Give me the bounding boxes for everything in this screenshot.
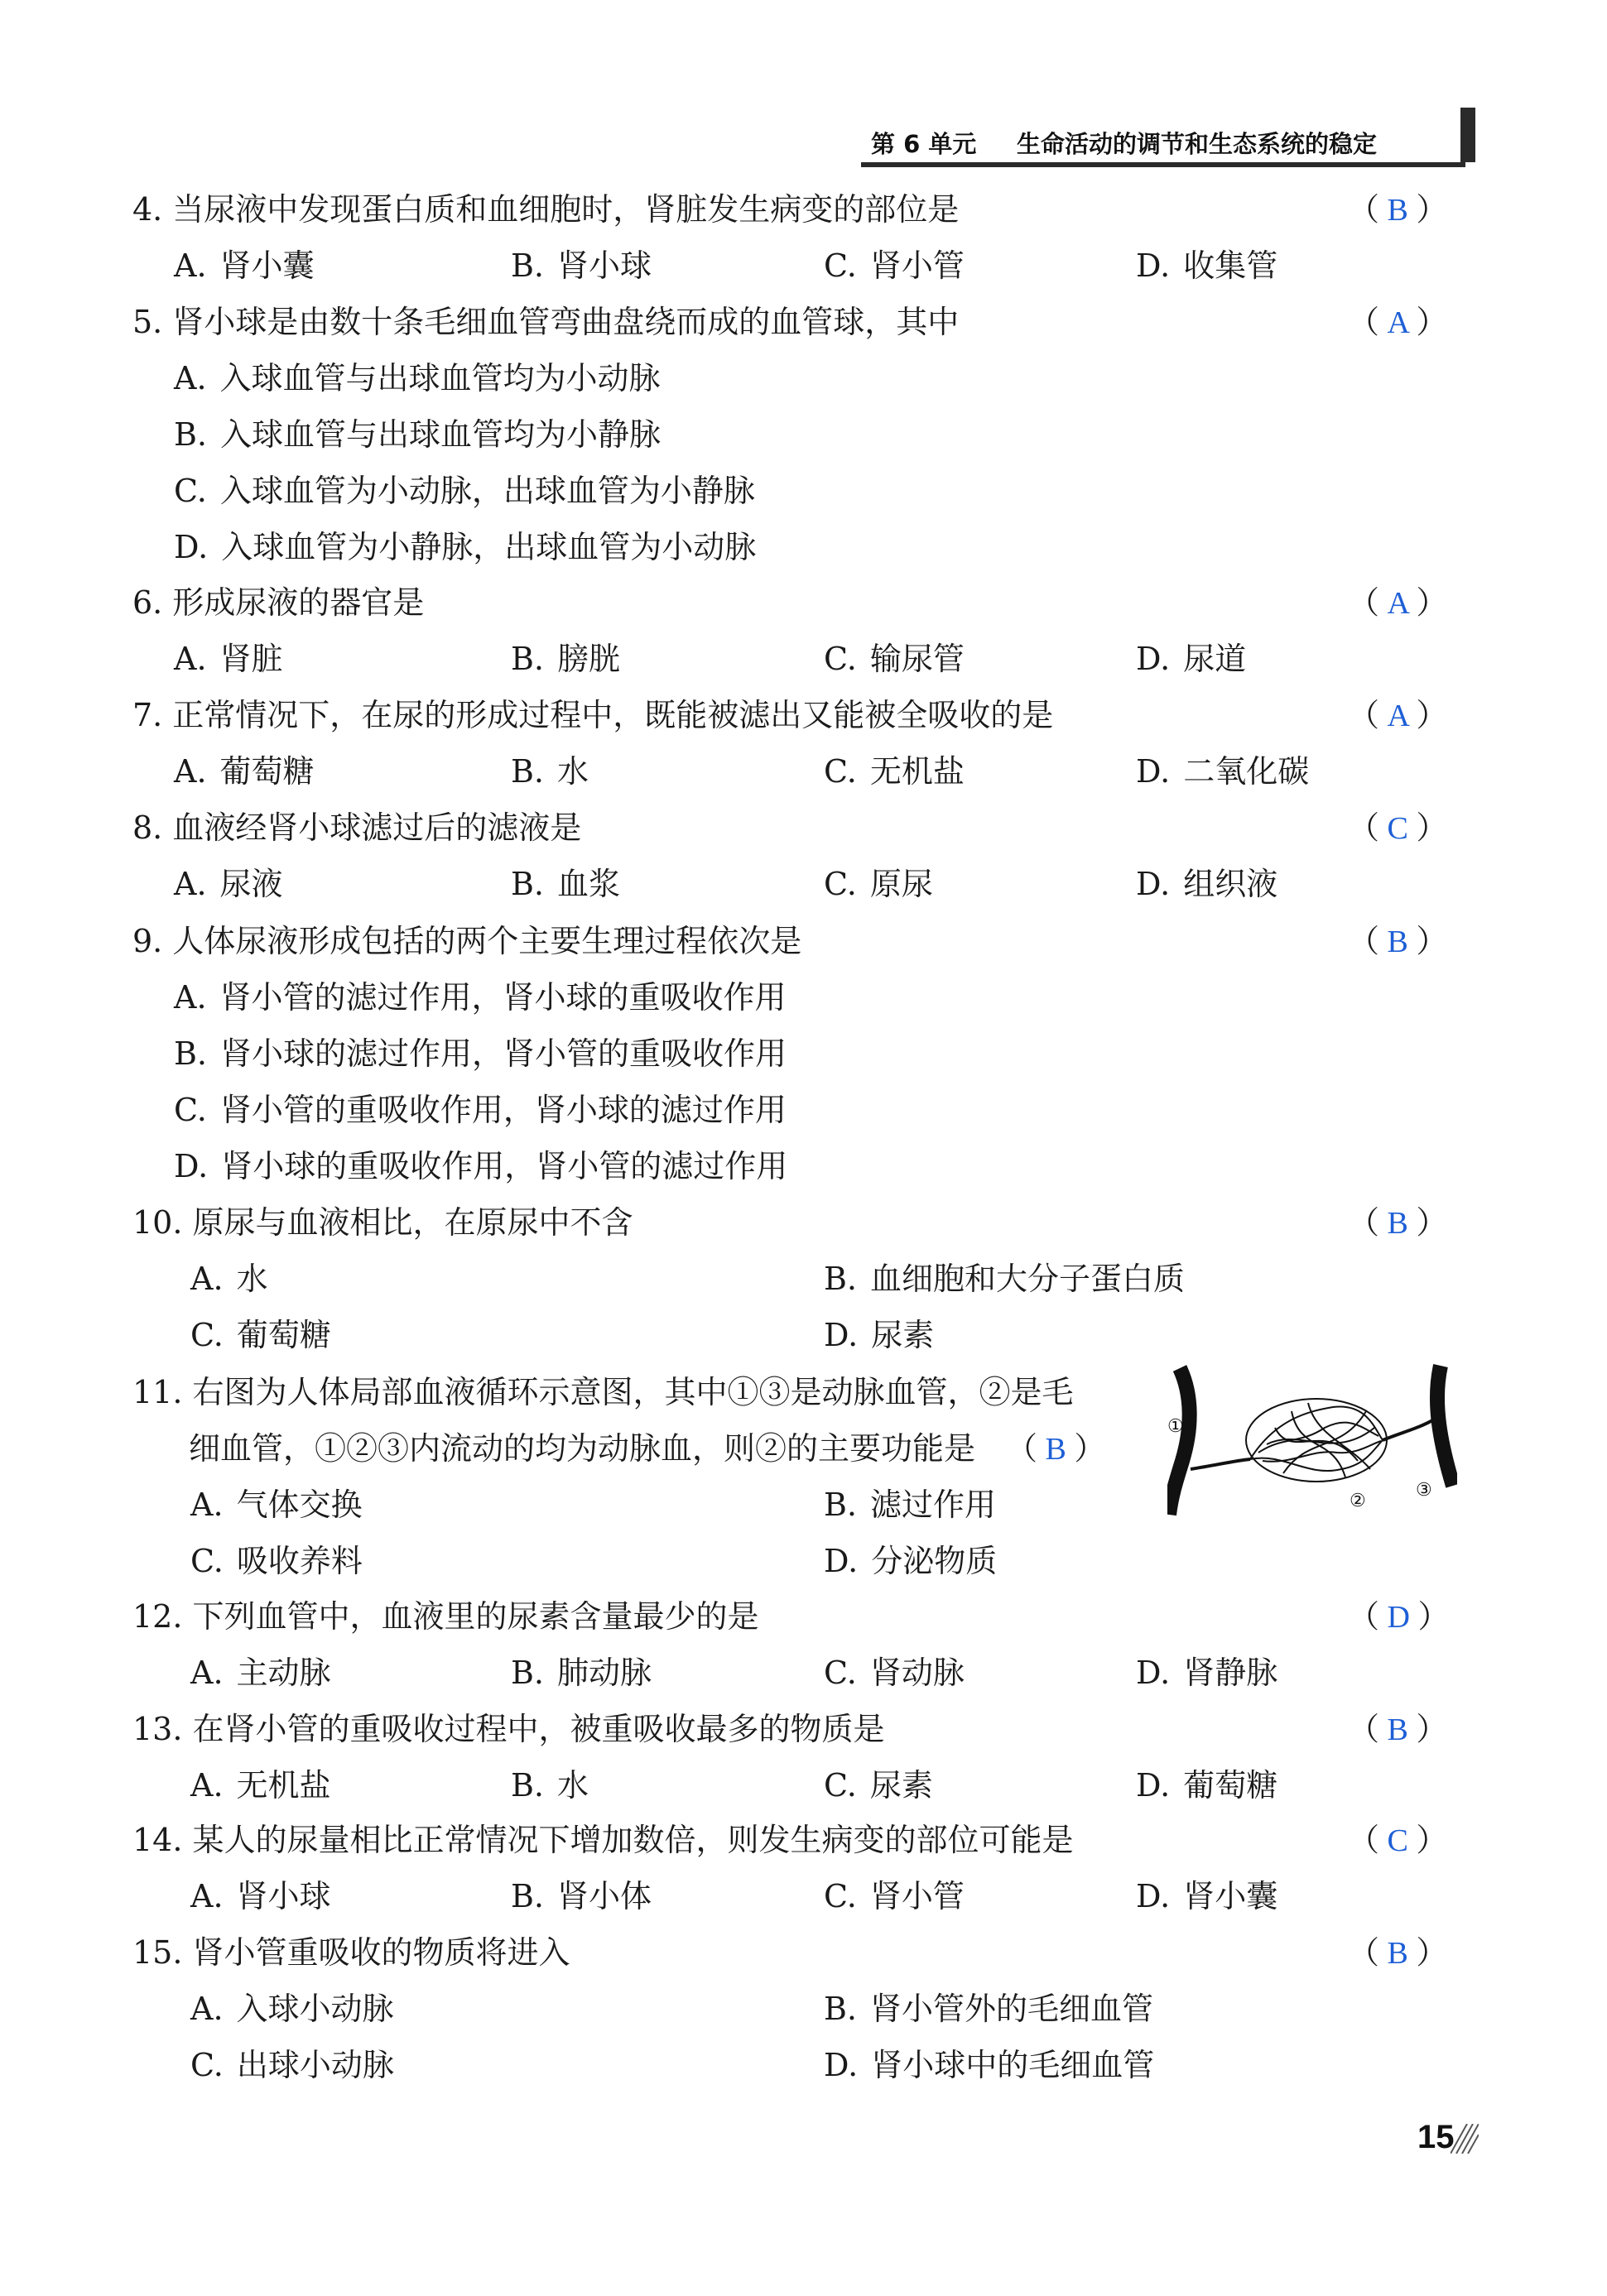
- question-text: 肾小管重吸收的物质将进入: [192, 1934, 570, 1971]
- unit-header: [861, 116, 1465, 167]
- answer-bracket: [1348, 915, 1447, 961]
- question-text: 某人的尿量相比正常情况下增加数倍，则发生病变的部位可能是: [192, 1822, 1074, 1858]
- question-text: 血液经肾小球滤过后的滤液是: [172, 809, 582, 846]
- option-key: C.: [174, 1092, 207, 1128]
- option-item: [190, 2039, 394, 2085]
- option-text: 肾小管外的毛细血管: [870, 1991, 1154, 2027]
- question-item: [0, 1814, 1607, 1914]
- bracket-close: ）: [1416, 697, 1448, 733]
- unit-label: 第 6 单元: [871, 130, 977, 158]
- option-key: A.: [174, 641, 207, 677]
- option-item: [190, 1309, 331, 1355]
- option-text: 肾小管: [869, 1878, 965, 1914]
- answer-bracket: [1348, 577, 1447, 622]
- question-number: 12.: [132, 1598, 183, 1635]
- option-text: 分泌物质: [871, 1543, 998, 1579]
- option-key: B.: [511, 641, 545, 677]
- question-item: [0, 1591, 1607, 1691]
- option-item: [824, 1535, 997, 1581]
- question-number: 9.: [132, 923, 163, 959]
- question-number: 11.: [132, 1374, 183, 1410]
- option-key: A.: [190, 1767, 224, 1804]
- option-key: B.: [511, 1878, 545, 1914]
- option-key: D.: [1136, 866, 1171, 902]
- answer-letter: C: [1379, 1823, 1417, 1858]
- option-text: 肾小管的滤过作用，肾小球的重吸收作用: [219, 979, 787, 1016]
- option-key: D.: [174, 1148, 209, 1184]
- option-text: 入球血管为小动脉，出球血管为小静脉: [219, 473, 755, 509]
- option-item: [1136, 1760, 1277, 1805]
- option-text: 二氧化碳: [1183, 753, 1310, 790]
- question-item: [0, 1703, 1607, 1804]
- option-text: 尿素: [871, 1317, 935, 1353]
- option-key: D.: [1136, 1655, 1171, 1691]
- option-item: [1136, 858, 1277, 904]
- option-key: C.: [824, 641, 857, 677]
- option-text: 肾静脉: [1183, 1655, 1278, 1691]
- option-item: [174, 1084, 787, 1130]
- option-item: [511, 240, 652, 286]
- question-stem: [132, 1703, 884, 1749]
- option-item: [174, 858, 283, 904]
- question-stem: [132, 802, 581, 848]
- option-text: 肾小球: [236, 1878, 331, 1914]
- figure-label-2: ②: [1350, 1491, 1366, 1511]
- option-item: [824, 1760, 933, 1805]
- option-item: [174, 353, 661, 398]
- option-item: [824, 2039, 1154, 2085]
- option-text: 肾小球中的毛细血管: [871, 2047, 1155, 2083]
- option-key: D.: [1136, 641, 1171, 677]
- option-key: A.: [190, 1655, 224, 1691]
- answer-letter: B: [1379, 1206, 1417, 1241]
- bracket-close: ）: [1416, 1822, 1448, 1858]
- answer-bracket: [1348, 1703, 1447, 1749]
- option-text: 血浆: [557, 866, 621, 902]
- question-number: 8.: [132, 809, 163, 846]
- option-key: D.: [1136, 247, 1171, 284]
- option-key: B.: [511, 1767, 545, 1804]
- question-stem: [132, 1197, 633, 1242]
- question-text-continued: 细血管，①②③内流动的均为动脉血，则②的主要功能是: [189, 1430, 976, 1467]
- option-text: 气体交换: [236, 1487, 363, 1523]
- answer-bracket: [1348, 184, 1447, 229]
- answer-bracket: [1348, 1927, 1447, 1972]
- option-text: 无机盐: [869, 753, 965, 790]
- option-item: [190, 1760, 331, 1805]
- page-number-hatch: [1451, 2124, 1479, 2154]
- option-key: D.: [1136, 1878, 1171, 1914]
- answer-letter: B: [1379, 1712, 1417, 1747]
- question-number: 5.: [132, 304, 163, 340]
- bracket-close: ）: [1416, 1934, 1448, 1971]
- question-number: 6.: [132, 584, 163, 621]
- bracket-close: ）: [1416, 809, 1448, 846]
- option-text: 主动脉: [236, 1655, 331, 1691]
- bracket-open: （: [1348, 1598, 1380, 1635]
- option-text: 肾小球的重吸收作用，肾小管的滤过作用: [221, 1148, 788, 1184]
- answer-bracket: [1348, 802, 1447, 848]
- option-key: C.: [824, 753, 857, 790]
- option-key: B.: [511, 866, 545, 902]
- answer-bracket: [1006, 1423, 1105, 1468]
- option-key: B.: [174, 1035, 208, 1072]
- option-key: B.: [824, 1487, 858, 1523]
- option-key: C.: [190, 2047, 224, 2083]
- answer-letter: D: [1379, 1600, 1418, 1635]
- question-stem: [132, 915, 801, 961]
- option-key: A.: [190, 1878, 224, 1914]
- question-stem: [132, 1591, 758, 1636]
- question-text: 右图为人体局部血液循环示意图，其中①③是动脉血管，②是毛: [192, 1374, 1074, 1410]
- option-item: [824, 1309, 934, 1355]
- option-text: 水: [557, 1767, 589, 1804]
- option-item: [1136, 1647, 1277, 1693]
- question-item: [0, 915, 1607, 1184]
- option-key: C.: [824, 1878, 857, 1914]
- answer-letter: B: [1379, 1936, 1417, 1971]
- option-key: A.: [190, 1487, 224, 1523]
- option-item: [190, 1647, 331, 1693]
- option-item: [190, 1479, 363, 1525]
- option-key: C.: [824, 1767, 857, 1804]
- option-text: 无机盐: [236, 1767, 331, 1804]
- option-item: [824, 633, 965, 679]
- option-item: [174, 633, 283, 679]
- question-text-line-2: [189, 1423, 975, 1468]
- option-item: [511, 1871, 652, 1916]
- option-text: 血细胞和大分子蛋白质: [870, 1261, 1186, 1297]
- answer-letter: B: [1037, 1432, 1075, 1467]
- question-stem: [132, 1927, 570, 1972]
- answer-letter: B: [1379, 193, 1417, 228]
- option-key: D.: [824, 2047, 859, 2083]
- option-text: 入球血管为小静脉，出球血管为小动脉: [221, 529, 757, 565]
- option-key: D.: [1136, 753, 1171, 790]
- option-key: C.: [824, 866, 857, 902]
- bracket-open: （: [1348, 923, 1380, 959]
- option-key: C.: [824, 1655, 857, 1691]
- option-key: C.: [190, 1543, 224, 1579]
- answer-letter: A: [1379, 699, 1417, 733]
- bracket-open: （: [1348, 584, 1380, 621]
- question-text: 正常情况下，在尿的形成过程中，既能被滤出又能被全吸收的是: [172, 697, 1054, 733]
- answer-letter: A: [1379, 305, 1417, 340]
- option-item: [824, 1647, 965, 1693]
- option-text: 出球小动脉: [236, 2047, 394, 2083]
- option-item: [174, 1141, 787, 1186]
- bracket-open: （: [1348, 1934, 1380, 1971]
- option-key: A.: [190, 1991, 224, 2027]
- question-stem: [132, 184, 959, 229]
- bracket-open: （: [1348, 1822, 1380, 1858]
- option-text: 组织液: [1183, 866, 1278, 902]
- bracket-close: ）: [1417, 1598, 1450, 1635]
- blood-circulation-figure: [1167, 1362, 1457, 1519]
- option-text: 入球小动脉: [236, 1991, 394, 2027]
- question-item: [0, 1927, 1607, 2083]
- question-number: 4.: [132, 191, 163, 228]
- option-text: 肾小球的滤过作用，肾小管的重吸收作用: [220, 1035, 787, 1072]
- option-item: [824, 1253, 1185, 1299]
- bracket-open: （: [1348, 1204, 1380, 1241]
- bracket-close: ）: [1074, 1430, 1106, 1467]
- option-text: 收集管: [1183, 247, 1278, 284]
- option-key: B.: [174, 416, 208, 453]
- option-key: A.: [174, 360, 207, 396]
- option-item: [190, 1535, 363, 1581]
- option-text: 水: [236, 1261, 268, 1297]
- option-item: [1136, 240, 1277, 286]
- option-key: D.: [824, 1317, 859, 1353]
- bracket-close: ）: [1416, 584, 1448, 621]
- option-item: [174, 972, 787, 1017]
- figure-label-3: ③: [1416, 1480, 1432, 1501]
- question-stem: [132, 1367, 1073, 1412]
- bracket-close: ）: [1416, 304, 1448, 340]
- option-item: [1136, 633, 1246, 679]
- option-item: [824, 858, 933, 904]
- option-text: 输尿管: [869, 641, 965, 677]
- option-item: [174, 746, 315, 791]
- question-text: 人体尿液形成包括的两个主要生理过程依次是: [172, 923, 802, 959]
- option-item: [511, 633, 620, 679]
- question-text: 在肾小管的重吸收过程中，被重吸收最多的物质是: [192, 1711, 885, 1747]
- option-item: [174, 465, 755, 511]
- option-key: A.: [174, 247, 207, 284]
- question-stem: [132, 577, 424, 622]
- answer-bracket: [1348, 296, 1447, 342]
- option-key: B.: [511, 753, 545, 790]
- figure-label-1: ①: [1167, 1416, 1184, 1437]
- option-item: [824, 1479, 996, 1525]
- option-key: C.: [174, 473, 207, 509]
- option-item: [190, 1983, 394, 2029]
- question-item: [0, 577, 1607, 677]
- option-key: A.: [174, 753, 207, 790]
- option-text: 水: [557, 753, 589, 790]
- answer-letter: B: [1379, 925, 1417, 959]
- option-key: B.: [511, 1655, 545, 1691]
- question-text: 当尿液中发现蛋白质和血细胞时，肾脏发生病变的部位是: [172, 191, 960, 228]
- question-item: [0, 1197, 1607, 1353]
- option-item: [824, 1871, 965, 1916]
- option-text: 肾脏: [219, 641, 283, 677]
- option-key: A.: [190, 1261, 224, 1297]
- option-text: 入球血管与出球血管均为小静脉: [220, 416, 662, 453]
- answer-letter: A: [1379, 586, 1417, 621]
- option-text: 尿道: [1183, 641, 1247, 677]
- option-item: [1136, 746, 1309, 791]
- bracket-close: ）: [1416, 923, 1448, 959]
- unit-title: 生命活动的调节和生态系统的稳定: [1017, 130, 1378, 158]
- option-key: C.: [824, 247, 857, 284]
- question-number: 7.: [132, 697, 163, 733]
- question-stem: [132, 1814, 1073, 1860]
- option-key: A.: [174, 979, 207, 1016]
- option-key: C.: [190, 1317, 224, 1353]
- bracket-close: ）: [1416, 1204, 1448, 1241]
- option-key: B.: [824, 1991, 858, 2027]
- option-text: 肾小管: [869, 247, 965, 284]
- option-text: 葡萄糖: [219, 753, 315, 790]
- option-item: [511, 858, 620, 904]
- bracket-open: （: [1348, 809, 1380, 846]
- option-item: [174, 521, 756, 567]
- option-text: 尿素: [869, 1767, 933, 1804]
- option-item: [824, 1983, 1153, 2029]
- option-item: [1136, 1871, 1277, 1916]
- question-item: [0, 296, 1607, 565]
- answer-bracket: [1348, 1814, 1447, 1860]
- bracket-open: （: [1348, 304, 1380, 340]
- question-stem: [132, 689, 1053, 735]
- option-text: 原尿: [869, 866, 933, 902]
- answer-letter: C: [1379, 811, 1417, 846]
- option-text: 肾小囊: [219, 247, 315, 284]
- question-item: [0, 184, 1607, 284]
- option-text: 肺动脉: [557, 1655, 652, 1691]
- question-text: 原尿与血液相比，在原尿中不含: [192, 1204, 633, 1241]
- option-text: 肾小球: [557, 247, 652, 284]
- option-item: [824, 240, 965, 286]
- option-item: [511, 1647, 652, 1693]
- option-key: D.: [174, 529, 209, 565]
- option-item: [190, 1253, 268, 1299]
- question-text: 形成尿液的器官是: [172, 584, 425, 621]
- question-item: [0, 689, 1607, 790]
- option-item: [511, 1760, 589, 1805]
- option-text: 膀胱: [557, 641, 621, 677]
- option-item: [824, 746, 965, 791]
- option-item: [511, 746, 589, 791]
- option-key: D.: [824, 1543, 859, 1579]
- option-item: [174, 409, 661, 454]
- option-key: B.: [511, 247, 545, 284]
- option-item: [174, 1028, 787, 1074]
- bracket-open: （: [1006, 1430, 1038, 1467]
- question-text: 下列血管中，血液里的尿素含量最少的是: [192, 1598, 759, 1635]
- bracket-close: ）: [1416, 191, 1448, 228]
- answer-bracket: [1348, 1197, 1447, 1242]
- question-number: 15.: [132, 1934, 183, 1971]
- option-text: 吸收养料: [236, 1543, 363, 1579]
- option-text: 肾小管的重吸收作用，肾小球的滤过作用: [219, 1092, 787, 1128]
- header-bar: [1460, 108, 1475, 162]
- option-text: 葡萄糖: [236, 1317, 331, 1353]
- question-stem: [132, 296, 959, 342]
- bracket-open: （: [1348, 1711, 1380, 1747]
- option-item: [190, 1871, 331, 1916]
- question-item: [0, 802, 1607, 902]
- option-text: 入球血管与出球血管均为小动脉: [219, 360, 661, 396]
- bracket-close: ）: [1416, 1711, 1448, 1747]
- question-number: 10.: [132, 1204, 183, 1241]
- answer-bracket: [1348, 689, 1447, 735]
- option-text: 肾动脉: [869, 1655, 965, 1691]
- option-key: D.: [1136, 1767, 1171, 1804]
- option-text: 尿液: [219, 866, 283, 902]
- option-item: [174, 240, 315, 286]
- bracket-open: （: [1348, 191, 1380, 228]
- option-key: B.: [824, 1261, 858, 1297]
- option-key: A.: [174, 866, 207, 902]
- page-number: 15: [1417, 2119, 1455, 2155]
- option-text: 肾小体: [557, 1878, 652, 1914]
- option-text: 葡萄糖: [1183, 1767, 1278, 1804]
- question-number: 14.: [132, 1822, 183, 1858]
- question-text: 肾小球是由数十条毛细血管弯曲盘绕而成的血管球，其中: [172, 304, 960, 340]
- question-number: 13.: [132, 1711, 183, 1747]
- option-text: 肾小囊: [1183, 1878, 1278, 1914]
- answer-bracket: [1348, 1591, 1449, 1636]
- bracket-open: （: [1348, 697, 1380, 733]
- option-text: 滤过作用: [870, 1487, 997, 1523]
